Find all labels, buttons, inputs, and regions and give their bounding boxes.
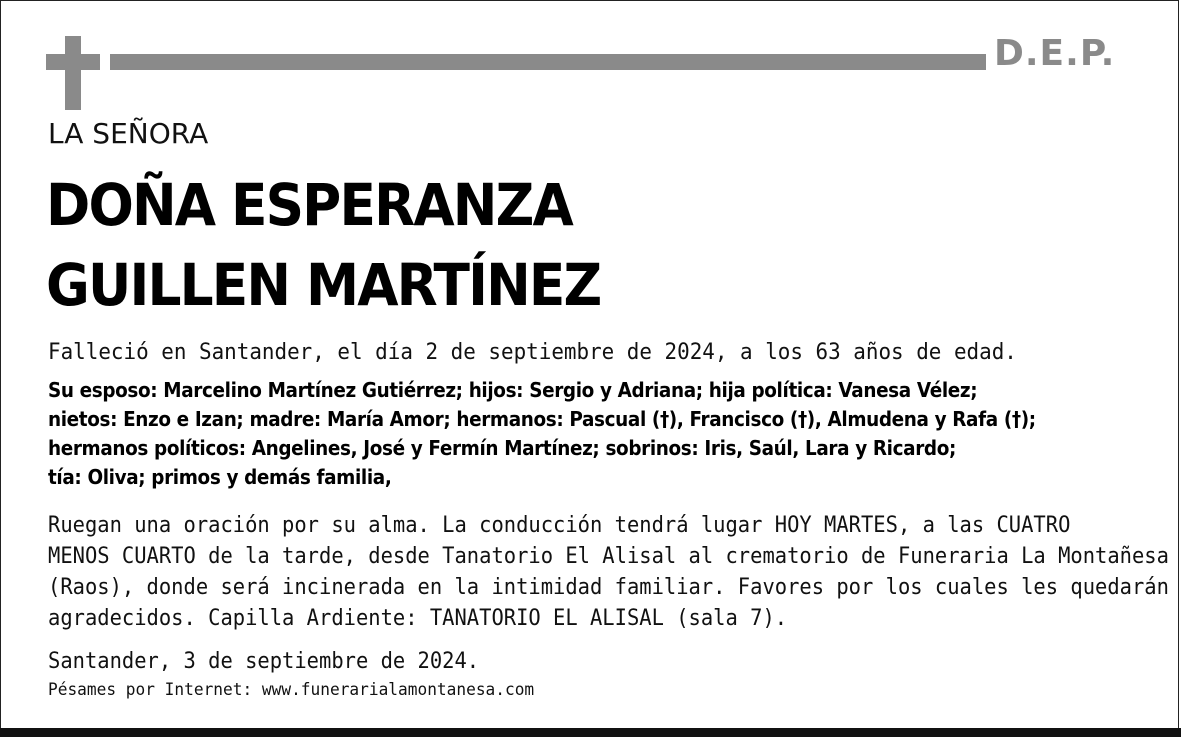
dep-label: D.E.P. [994,33,1116,74]
condolences-link[interactable]: Pésames por Internet: www.funerarialamontanesa.com [48,680,535,700]
header-rule [110,54,986,70]
family-line-3: hermanos políticos: Angelines, José y Fermín Martínez; sobrinos: Iris, Saúl, Lara y Ricardo; [48,436,956,460]
ceremony-line-1: Ruegan una oración por su alma. La conducción tendrá lugar HOY MARTES, a las CUATRO [48,513,1071,538]
bottom-bar [0,728,1181,737]
ceremony-line-3: (Raos), donde será incinerada en la intimidad familiar. Favores por los cuales les quedarán [48,575,1169,600]
place-date: Santander, 3 de septiembre de 2024. [48,649,480,674]
ceremony-text [48,510,1169,634]
ceremony-line-4: agradecidos. Capilla Ardiente: TANATORIO EL ALISAL (sala 7). [48,606,788,631]
family-line-4: tía: Oliva; primos y demás familia, [48,465,392,489]
deceased-name [46,165,600,325]
family-list [48,376,1106,492]
name-line-1: DOÑA ESPERANZA [46,171,572,239]
family-line-1: Su esposo: Marcelino Martínez Gutiérrez; hijos: Sergio y Adriana; hija política: Vanesa Vélez; [48,378,978,402]
family-line-2: nietos: Enzo e Izan; madre: María Amor; hermanos: Pascual (†), Francisco (†), Almudena y Rafa (†); [48,407,1036,431]
ceremony-line-2: MENOS CUARTO de la tarde, desde Tanatorio El Alisal al crematorio de Funeraria La Montañesa [48,544,1169,569]
pretitle: LA SEÑORA [48,117,209,150]
death-statement: Falleció en Santander, el día 2 de septiembre de 2024, a los 63 años de edad. [48,340,1017,365]
name-line-2: GUILLEN MARTÍNEZ [46,251,601,319]
cross-icon [46,36,100,110]
